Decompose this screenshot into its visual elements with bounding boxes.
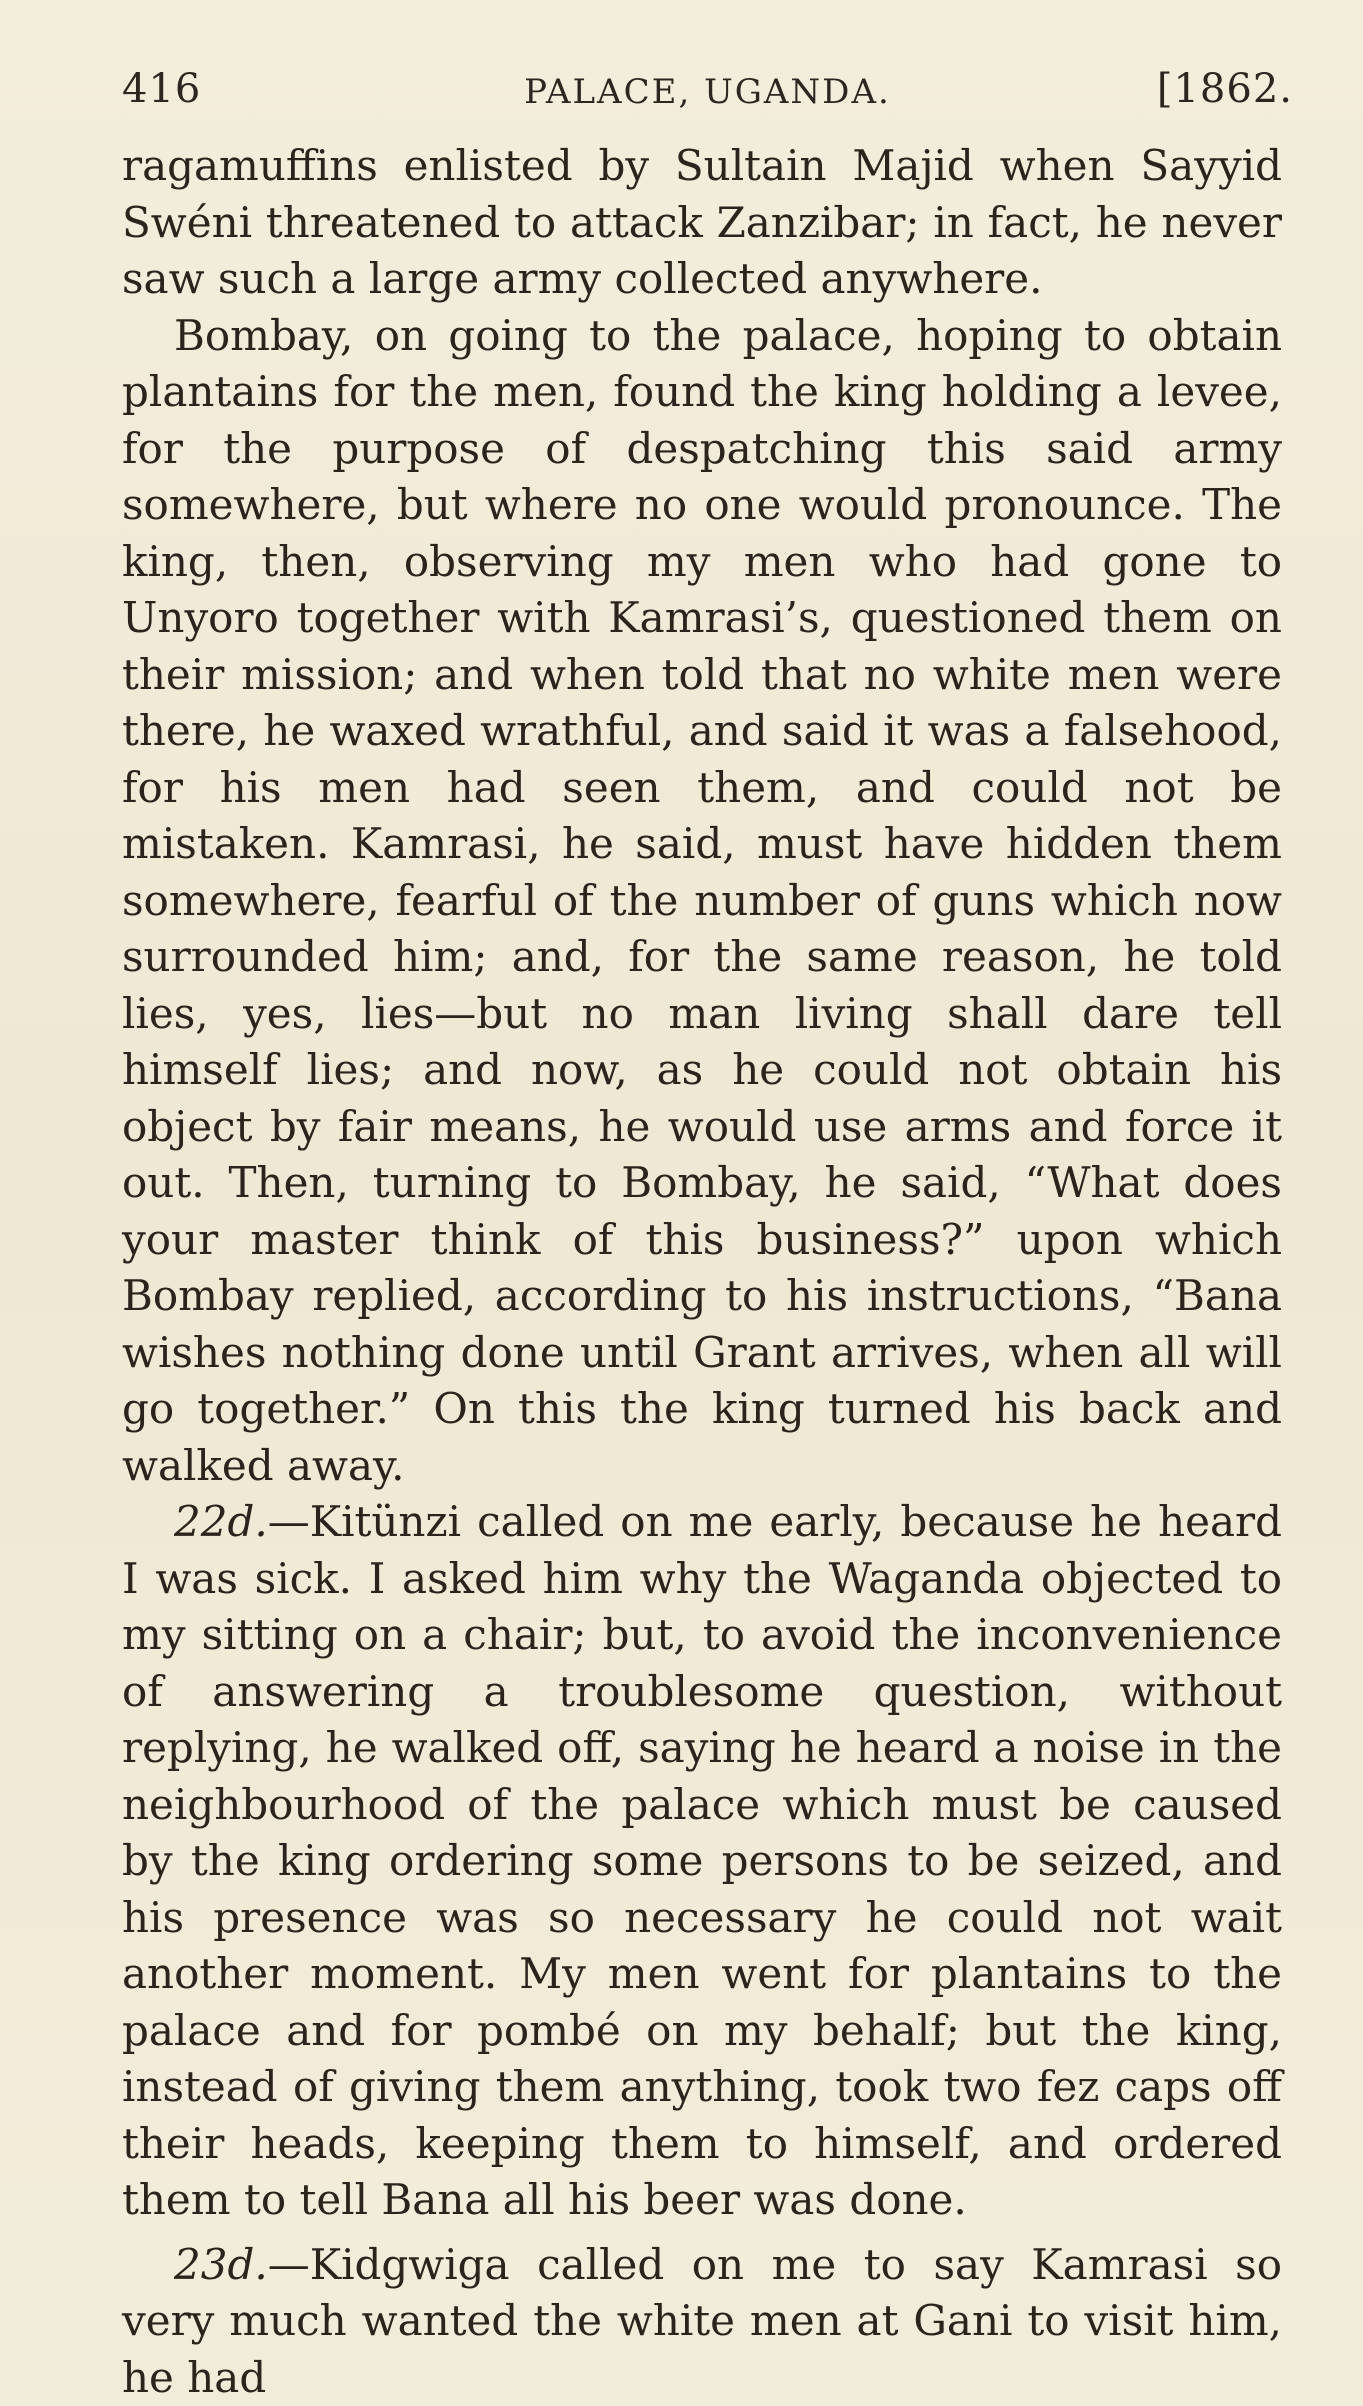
paragraph-text: —Kidgwiga called on me to say Kamrasi so very much wanted the white men at Gani to visit him, he had bbox=[122, 2240, 1282, 2402]
running-year: [1862. bbox=[1157, 66, 1293, 112]
entry-date: 22d. bbox=[174, 1497, 268, 1546]
entry-date: 23d. bbox=[174, 2240, 268, 2289]
running-head: PALACE, UGANDA. bbox=[122, 72, 1293, 112]
paragraph-bombay-palace bbox=[122, 308, 1282, 1495]
paragraph-text: ragamuffins enlisted by Sultain Majid when Sayyid Swéni threatened to attack Zanzibar; in fact, he never saw such a large army collected anywhere. bbox=[122, 141, 1282, 303]
page-header bbox=[122, 58, 1293, 118]
paragraph-entry-22d bbox=[122, 1494, 1282, 2229]
paragraph-text: —Kitünzi called on me early, because he heard I was sick. I asked him why the Waganda objected to my sitting on a chair; but, to avoid the inconvenience of answering a troublesome question, without replying, he walked off, saying he heard a noise in the neighbourhood of the palace which must be caused by the king ordering some persons to be seized, and his presence was so necessary he could not wait another moment. My men went for plantains to the palace and for pombé on my behalf; but the king, instead of giving them anything, took two fez caps off their heads, keeping them to himself, and ordered them to tell Bana all his beer was done. bbox=[122, 1497, 1282, 2224]
body-text bbox=[122, 138, 1282, 2406]
page-number: 416 bbox=[122, 66, 201, 112]
paragraph-text: Bombay, on going to the palace, hoping to obtain plantains for the men, found the king holding a levee, for the purpose of despatching this said army somewhere, but where no one would pronounce. The king, then, observing my men who had gone to Unyoro together with Kamrasi’s, questioned them on their mission; and when told that no white men were there, he waxed wrathful, and said it was a falsehood, for his men had seen them, and could not be mistaken. Kamrasi, he said, must have hidden them somewhere, fearful of the number of guns which now surrounded him; and, for the same reason, he told lies, yes, lies—but no man living shall dare tell himself lies; and now, as he could not obtain his object by fair means, he would use arms and force it out. Then, turning to Bombay, he said, “What does your master think of this business?” upon which Bombay replied, according to his instructions, “Bana wishes nothing done until Grant arrives, when all will go together.” On this the king turned his back and walked away. bbox=[122, 311, 1282, 1490]
paragraph-continued bbox=[122, 138, 1282, 308]
paragraph-entry-23d bbox=[122, 2237, 1282, 2406]
